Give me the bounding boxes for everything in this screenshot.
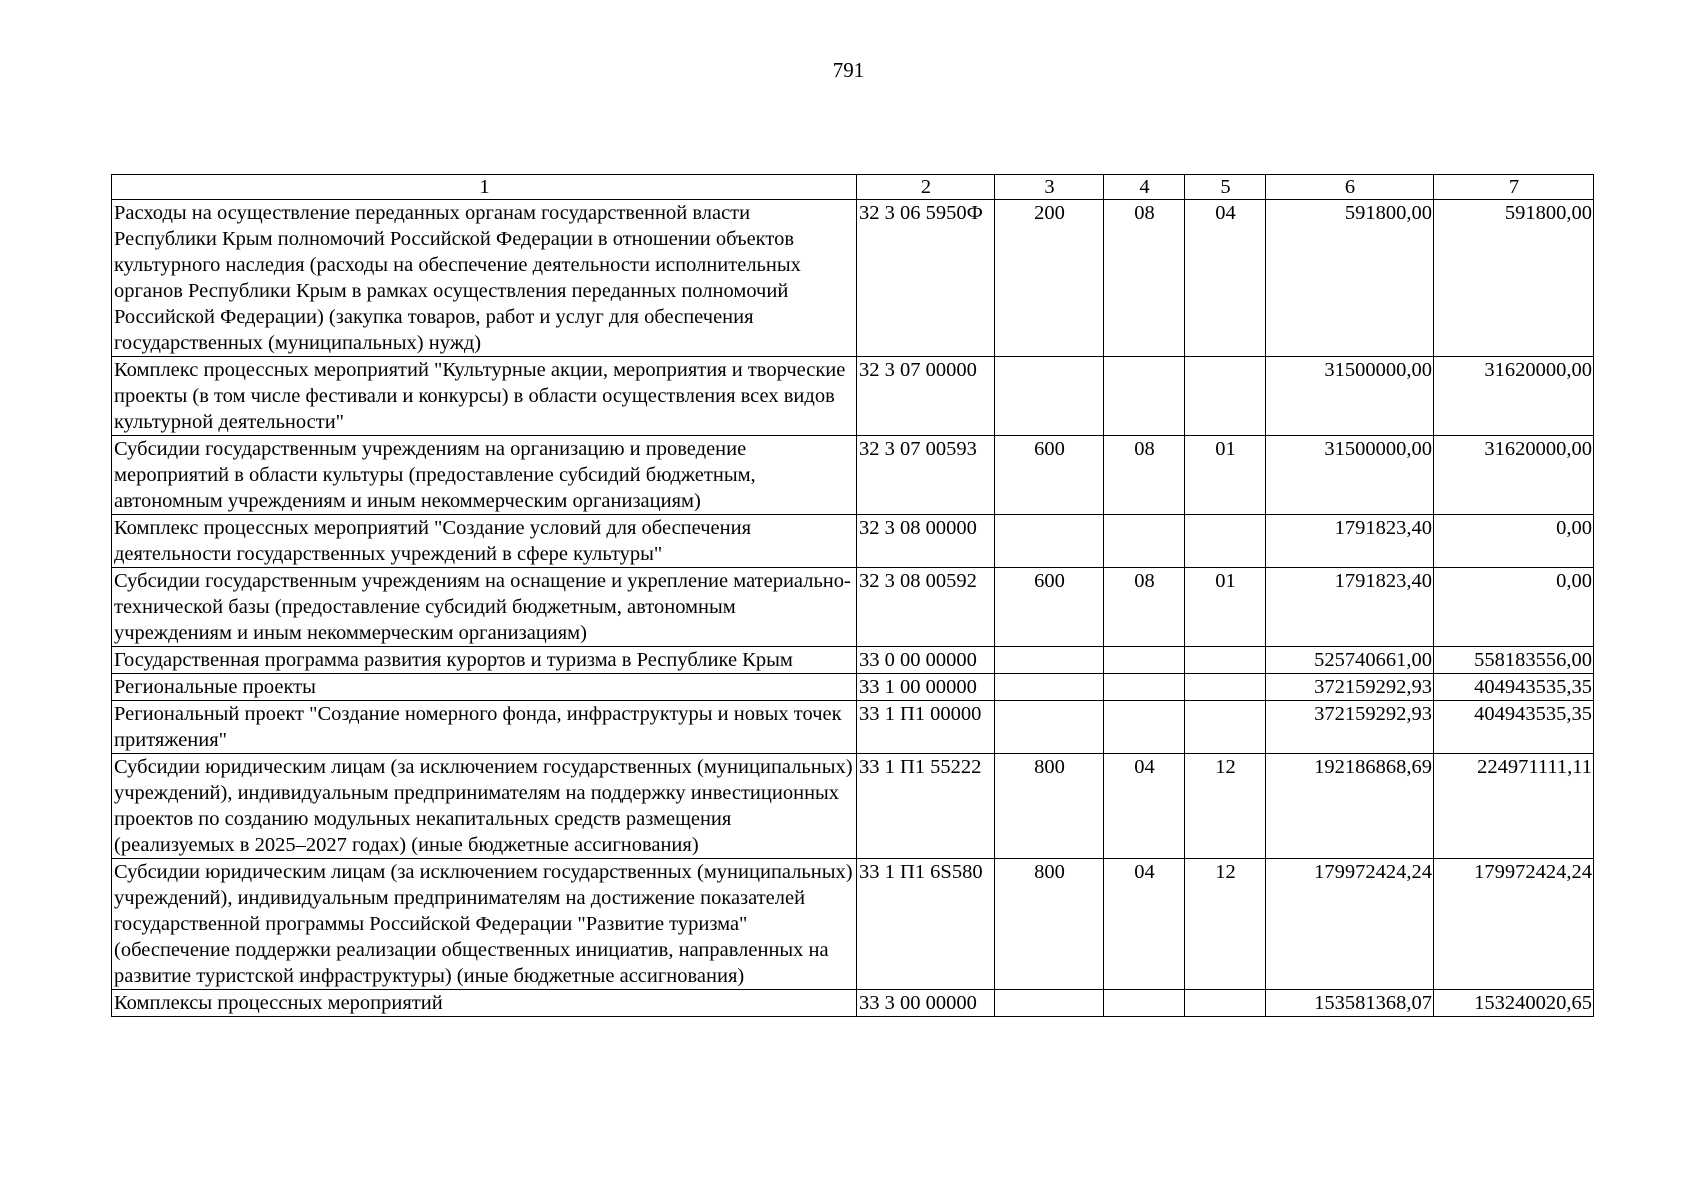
row-name: Региональные проекты <box>112 674 857 701</box>
table-row <box>112 357 1594 436</box>
row-name: Расходы на осуществление переданных органам государственной власти Республики Крым полномочий Российской Федерации в отношении объектов культурного наследия (расходы на обеспечение деятельности исполнительных органов Республики Крым в рамках осуществления переданных полномочий Российской Федерации) (закупка товаров, работ и услуг для обеспечения государственных (муниципальных) нужд) <box>112 200 857 357</box>
expense-type-code: 800 <box>995 859 1104 990</box>
target-article-code: 32 3 06 5950Ф <box>857 200 995 357</box>
target-article-code: 32 3 07 00000 <box>857 357 995 436</box>
row-name: Комплекс процессных мероприятий "Культурные акции, мероприятия и творческие проекты (в том числе фестивали и конкурсы) в области осуществления всех видов культурной деятельности" <box>112 357 857 436</box>
section-code <box>1104 357 1185 436</box>
target-article-code: 33 3 00 00000 <box>857 990 995 1017</box>
subsection-code <box>1185 674 1266 701</box>
amount-column-6: 153581368,07 <box>1266 990 1434 1017</box>
table-row <box>112 436 1594 515</box>
amount-column-6: 1791823,40 <box>1266 568 1434 647</box>
row-name: Субсидии государственным учреждениям на оснащение и укрепление материально-технической базы (предоставление субсидий бюджетным, автономным учреждениям и иным некоммерческим организациям) <box>112 568 857 647</box>
target-article-code: 33 1 П1 00000 <box>857 701 995 754</box>
amount-column-6: 1791823,40 <box>1266 515 1434 568</box>
budget-table <box>111 174 1594 1017</box>
section-code <box>1104 647 1185 674</box>
target-article-code: 32 3 08 00592 <box>857 568 995 647</box>
column-header-5: 5 <box>1185 175 1266 200</box>
expense-type-code <box>995 357 1104 436</box>
target-article-code: 32 3 07 00593 <box>857 436 995 515</box>
amount-column-7: 404943535,35 <box>1434 701 1594 754</box>
header-row <box>112 175 1594 200</box>
subsection-code <box>1185 701 1266 754</box>
subsection-code <box>1185 990 1266 1017</box>
subsection-code <box>1185 515 1266 568</box>
subsection-code: 04 <box>1185 200 1266 357</box>
amount-column-7: 404943535,35 <box>1434 674 1594 701</box>
expense-type-code: 600 <box>995 436 1104 515</box>
amount-column-7: 0,00 <box>1434 515 1594 568</box>
column-header-7: 7 <box>1434 175 1594 200</box>
row-name: Региональный проект "Создание номерного фонда, инфраструктуры и новых точек притяжения" <box>112 701 857 754</box>
expense-type-code <box>995 990 1104 1017</box>
table-row <box>112 859 1594 990</box>
row-name: Комплекс процессных мероприятий "Создание условий для обеспечения деятельности государственных учреждений в сфере культуры" <box>112 515 857 568</box>
amount-column-6: 372159292,93 <box>1266 674 1434 701</box>
subsection-code: 01 <box>1185 568 1266 647</box>
column-header-3: 3 <box>995 175 1104 200</box>
target-article-code: 32 3 08 00000 <box>857 515 995 568</box>
amount-column-6: 525740661,00 <box>1266 647 1434 674</box>
table-row <box>112 200 1594 357</box>
table-row <box>112 754 1594 859</box>
section-code: 08 <box>1104 200 1185 357</box>
table-row <box>112 990 1594 1017</box>
amount-column-7: 31620000,00 <box>1434 357 1594 436</box>
amount-column-7: 0,00 <box>1434 568 1594 647</box>
column-header-6: 6 <box>1266 175 1434 200</box>
section-code: 04 <box>1104 859 1185 990</box>
row-name: Субсидии государственным учреждениям на организацию и проведение мероприятий в области культуры (предоставление субсидий бюджетным, автономным учреждениям и иным некоммерческим организациям) <box>112 436 857 515</box>
expense-type-code <box>995 647 1104 674</box>
section-code <box>1104 515 1185 568</box>
amount-column-7: 153240020,65 <box>1434 990 1594 1017</box>
amount-column-7: 31620000,00 <box>1434 436 1594 515</box>
subsection-code: 12 <box>1185 859 1266 990</box>
amount-column-6: 192186868,69 <box>1266 754 1434 859</box>
subsection-code: 01 <box>1185 436 1266 515</box>
expense-type-code <box>995 515 1104 568</box>
expense-type-code: 200 <box>995 200 1104 357</box>
section-code: 08 <box>1104 436 1185 515</box>
row-name: Государственная программа развития курортов и туризма в Республике Крым <box>112 647 857 674</box>
amount-column-6: 591800,00 <box>1266 200 1434 357</box>
column-header-1: 1 <box>112 175 857 200</box>
expense-type-code: 800 <box>995 754 1104 859</box>
subsection-code <box>1185 357 1266 436</box>
amount-column-7: 591800,00 <box>1434 200 1594 357</box>
amount-column-6: 179972424,24 <box>1266 859 1434 990</box>
section-code <box>1104 701 1185 754</box>
subsection-code: 12 <box>1185 754 1266 859</box>
table-row <box>112 647 1594 674</box>
section-code <box>1104 990 1185 1017</box>
subsection-code <box>1185 647 1266 674</box>
amount-column-7: 224971111,11 <box>1434 754 1594 859</box>
column-header-2: 2 <box>857 175 995 200</box>
section-code <box>1104 674 1185 701</box>
table-row <box>112 674 1594 701</box>
amount-column-6: 31500000,00 <box>1266 357 1434 436</box>
section-code: 08 <box>1104 568 1185 647</box>
amount-column-7: 558183556,00 <box>1434 647 1594 674</box>
amount-column-7: 179972424,24 <box>1434 859 1594 990</box>
page-number: 791 <box>832 58 865 82</box>
row-name: Комплексы процессных мероприятий <box>112 990 857 1017</box>
target-article-code: 33 0 00 00000 <box>857 647 995 674</box>
target-article-code: 33 1 П1 6S580 <box>857 859 995 990</box>
row-name: Субсидии юридическим лицам (за исключением государственных (муниципальных) учреждений), индивидуальным предпринимателям на поддержку инвестиционных проектов по созданию модульных некапитальных средств размещения (реализуемых в 2025–2027 годах) (иные бюджетные ассигнования) <box>112 754 857 859</box>
row-name: Субсидии юридическим лицам (за исключением государственных (муниципальных) учреждений), индивидуальным предпринимателям на достижение показателей государственной программы Российской Федерации "Развитие туризма" (обеспечение поддержки реализации общественных инициатив, направленных на развитие туристской инфраструктуры) (иные бюджетные ассигнования) <box>112 859 857 990</box>
table-row <box>112 568 1594 647</box>
table-row <box>112 515 1594 568</box>
amount-column-6: 372159292,93 <box>1266 701 1434 754</box>
amount-column-6: 31500000,00 <box>1266 436 1434 515</box>
target-article-code: 33 1 00 00000 <box>857 674 995 701</box>
expense-type-code <box>995 701 1104 754</box>
section-code: 04 <box>1104 754 1185 859</box>
expense-type-code: 600 <box>995 568 1104 647</box>
expense-type-code <box>995 674 1104 701</box>
table-row <box>112 701 1594 754</box>
target-article-code: 33 1 П1 55222 <box>857 754 995 859</box>
column-header-4: 4 <box>1104 175 1185 200</box>
